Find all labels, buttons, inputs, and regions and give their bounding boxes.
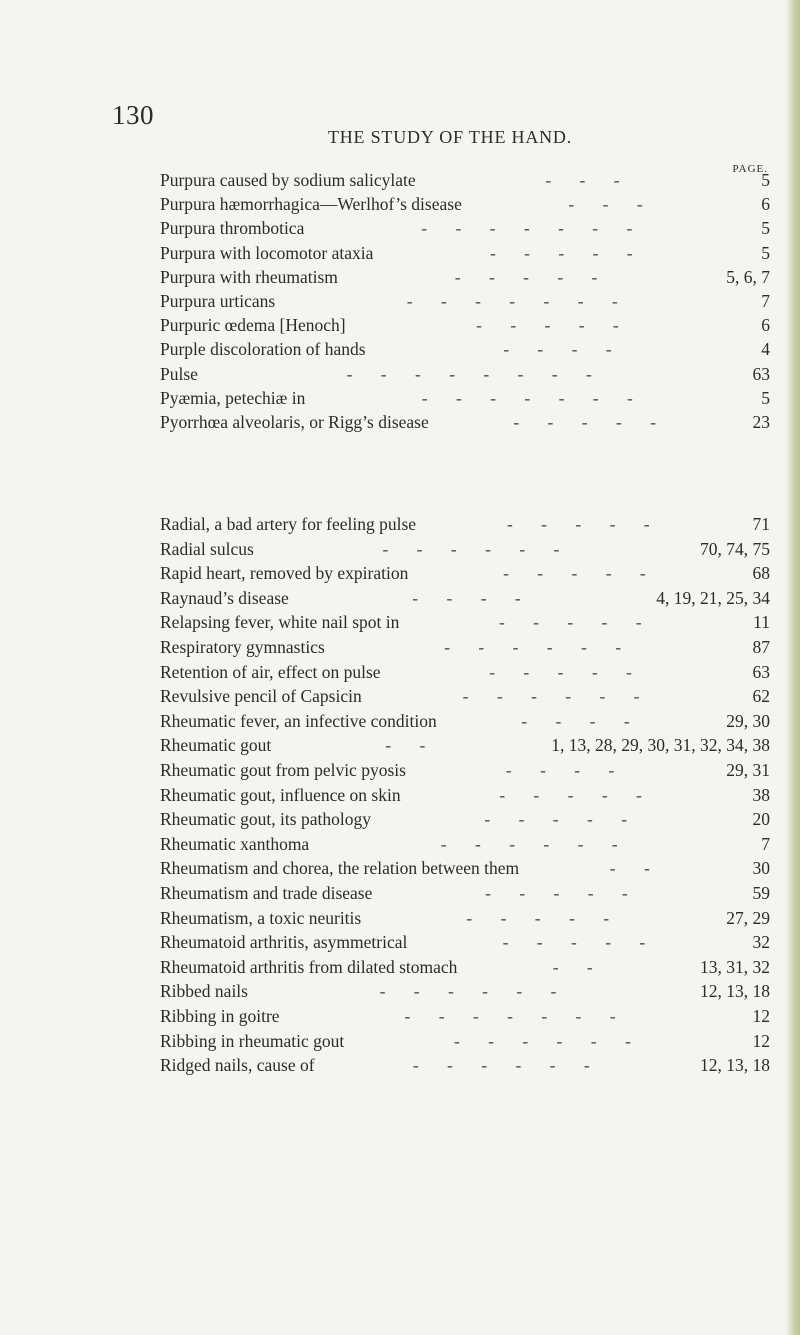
entry-term: Rheumatic gout, its pathology bbox=[160, 809, 371, 830]
entry-term: Raynaud’s disease bbox=[160, 587, 289, 608]
entry-pages: 6 bbox=[761, 315, 770, 336]
entry-term: Respiratory gymnastics bbox=[160, 637, 325, 657]
entry-pages: 29, 31 bbox=[726, 760, 770, 780]
entry-pages: 20 bbox=[752, 809, 770, 830]
entry-term: Rheumatic fever, an infective condition bbox=[160, 710, 437, 731]
index-entry bbox=[160, 1004, 770, 1028]
index-entry bbox=[160, 1053, 770, 1077]
index-entry bbox=[160, 537, 770, 561]
entry-pages: 27, 29 bbox=[726, 907, 770, 928]
entry-term: Rheumatism, a toxic neuritis bbox=[160, 907, 362, 928]
entry-term: Radial, a bad artery for feeling pulse bbox=[160, 514, 417, 534]
entry-leader: - - bbox=[552, 956, 605, 977]
index-entry bbox=[160, 979, 770, 1003]
index-entry bbox=[160, 386, 770, 410]
entry-leader: - - - - - - bbox=[382, 538, 572, 559]
entry-pages: 5 bbox=[761, 170, 770, 190]
entry-leader: - - - - - bbox=[499, 784, 654, 805]
index-entry bbox=[160, 930, 770, 954]
index-entry bbox=[160, 955, 770, 979]
index-entry bbox=[160, 709, 770, 733]
entry-pages: 32 bbox=[752, 932, 770, 953]
entry-leader: - - bbox=[609, 858, 662, 879]
entry-term: Revulsive pencil of Capsicin bbox=[160, 686, 362, 707]
page-edge bbox=[786, 0, 800, 1335]
entry-term: Retention of air, effect on pulse bbox=[160, 661, 381, 682]
index-entry bbox=[160, 783, 770, 807]
entry-pages: 63 bbox=[752, 661, 770, 682]
entry-term: Rheumatoid arthritis, asymmetrical bbox=[160, 932, 408, 953]
entry-leader: - - - - - bbox=[466, 907, 622, 928]
page-number: 130 bbox=[112, 100, 154, 130]
entry-pages: 71 bbox=[752, 514, 770, 534]
entry-leader: - - - - - - - bbox=[404, 1006, 628, 1026]
index-entry bbox=[160, 856, 770, 880]
entry-term: Purpura with locomotor ataxia bbox=[160, 242, 374, 263]
entry-term: Pyorrhœa alveolaris, or Rigg’s disease bbox=[160, 412, 429, 432]
entry-pages: 29, 30 bbox=[726, 710, 770, 731]
entry-pages: 12, 13, 18 bbox=[700, 1055, 770, 1076]
index-entry bbox=[160, 881, 770, 905]
entry-term: Ribbing in goitre bbox=[160, 1006, 280, 1026]
entry-term: Pulse bbox=[160, 363, 198, 384]
entry-pages: 1, 13, 28, 29, 30, 31, 32, 34, 38 bbox=[551, 735, 770, 756]
entry-term: Rheumatic gout from pelvic pyosis bbox=[160, 760, 406, 780]
index-entry bbox=[160, 265, 770, 289]
entry-pages: 11 bbox=[753, 612, 770, 633]
entry-term: Ribbing in rheumatic gout bbox=[160, 1030, 345, 1051]
entry-pages: 68 bbox=[752, 563, 770, 584]
entry-pages: 5 bbox=[761, 387, 770, 408]
entry-term: Purpuric œdema [Henoch] bbox=[160, 315, 346, 336]
entry-leader: - - - - - bbox=[489, 661, 644, 682]
entry-pages: 7 bbox=[761, 833, 770, 854]
entry-pages: 38 bbox=[752, 784, 770, 805]
entry-pages: 30 bbox=[752, 858, 770, 879]
entry-leader: - - - - - - bbox=[440, 833, 630, 854]
index-entry bbox=[160, 313, 770, 337]
entry-pages: 5 bbox=[761, 218, 770, 239]
entry-leader: - - - - bbox=[505, 760, 627, 780]
entry-term: Purpura caused by sodium salicylate bbox=[160, 170, 416, 190]
entry-term: Purple discoloration of hands bbox=[160, 339, 366, 360]
index-entry bbox=[160, 586, 770, 610]
entry-term: Ribbed nails bbox=[160, 981, 248, 1002]
index-entry bbox=[160, 410, 770, 434]
entry-leader: - - - - - bbox=[513, 412, 668, 432]
index-entry bbox=[160, 362, 770, 386]
entry-leader: - - - - - bbox=[454, 266, 610, 287]
entry-term: Purpura hæmorrhagica—Werlhof’s disease bbox=[160, 194, 462, 215]
entry-term: Rheumatism and chorea, the relation between them bbox=[160, 858, 520, 879]
entry-leader: - - - - - - - - bbox=[346, 363, 604, 384]
entry-leader: - - - - - - bbox=[379, 981, 569, 1002]
entry-term: Rheumatic xanthoma bbox=[160, 833, 310, 854]
index-entry bbox=[160, 1029, 770, 1053]
index-entry bbox=[160, 758, 770, 782]
entry-pages: 23 bbox=[752, 412, 770, 432]
index-entry bbox=[160, 512, 770, 536]
entry-term: Rheumatic gout bbox=[160, 735, 272, 756]
entry-term: Rheumatism and trade disease bbox=[160, 883, 373, 903]
entry-leader: - - - - - - - bbox=[421, 387, 645, 408]
entry-pages: 70, 74, 75 bbox=[700, 538, 770, 559]
entry-pages: 12 bbox=[752, 1006, 770, 1026]
entry-pages: 5 bbox=[761, 242, 770, 263]
entry-pages: 7 bbox=[761, 291, 770, 311]
index-entry bbox=[160, 660, 770, 684]
index-entry bbox=[160, 733, 770, 757]
entry-leader: - - - - - - bbox=[444, 637, 634, 657]
entry-term: Purpura with rheumatism bbox=[160, 266, 338, 287]
entry-term: Rheumatic gout, influence on skin bbox=[160, 784, 401, 805]
entry-leader: - - bbox=[385, 735, 438, 756]
index-entry bbox=[160, 241, 770, 265]
entry-leader: - - - - - - - bbox=[421, 218, 645, 239]
entry-term: Purpura urticans bbox=[160, 291, 276, 311]
entry-term: Relapsing fever, white nail spot in bbox=[160, 612, 400, 633]
entry-leader: - - - - - bbox=[502, 932, 658, 953]
index-entry bbox=[160, 635, 770, 659]
entry-leader: - - - - - - bbox=[453, 1030, 643, 1051]
entry-term: Radial sulcus bbox=[160, 538, 254, 559]
entry-leader: - - - - bbox=[503, 339, 624, 360]
entry-term: Rapid heart, removed by expiration bbox=[160, 563, 409, 584]
entry-pages: 6 bbox=[761, 194, 770, 215]
entry-pages: 87 bbox=[752, 637, 770, 657]
entry-leader: - - - - bbox=[412, 587, 533, 608]
entry-leader: - - - - - bbox=[489, 242, 645, 263]
entry-leader: - - - - bbox=[521, 710, 642, 731]
entry-leader: - - - - - bbox=[498, 612, 654, 633]
entry-term: Rheumatoid arthritis from dilated stomach bbox=[160, 956, 458, 977]
index-entry bbox=[160, 906, 770, 930]
entry-leader: - - - - - bbox=[506, 514, 662, 534]
index-entry bbox=[160, 807, 770, 831]
entry-leader: - - - - - bbox=[503, 563, 658, 584]
entry-term: Purpura thrombotica bbox=[160, 218, 305, 239]
index-entry bbox=[160, 289, 770, 313]
index-entry bbox=[160, 168, 770, 192]
entry-pages: 12, 13, 18 bbox=[700, 981, 770, 1002]
entry-leader: - - - - - bbox=[485, 883, 640, 903]
index-entry bbox=[160, 684, 770, 708]
entry-leader: - - - - - - bbox=[412, 1055, 602, 1076]
entry-leader: - - - bbox=[545, 170, 632, 190]
index-entry bbox=[160, 610, 770, 634]
index-entry bbox=[160, 561, 770, 585]
entry-pages: 63 bbox=[752, 363, 770, 384]
entry-leader: - - - - - - bbox=[462, 686, 652, 707]
entry-leader: - - - bbox=[568, 194, 655, 215]
running-head: THE STUDY OF THE HAND. bbox=[327, 127, 573, 147]
index-entry bbox=[160, 216, 770, 240]
entry-leader: - - - - - - - bbox=[406, 291, 630, 311]
entry-leader: - - - - - bbox=[476, 315, 631, 336]
entry-pages: 5, 6, 7 bbox=[726, 266, 770, 287]
entry-term: Ridged nails, cause of bbox=[160, 1055, 315, 1076]
index-entry bbox=[160, 192, 770, 216]
page-column-label: PAGE. bbox=[732, 163, 768, 175]
index-entry bbox=[160, 832, 770, 856]
entry-leader: - - - - - bbox=[484, 809, 640, 830]
entry-pages: 4, 19, 21, 25, 34 bbox=[656, 587, 770, 608]
entry-term: Pyæmia, petechiæ in bbox=[160, 387, 306, 408]
entry-pages: 59 bbox=[752, 883, 770, 903]
entry-pages: 4 bbox=[761, 339, 770, 360]
entry-pages: 62 bbox=[752, 686, 770, 707]
entry-pages: 13, 31, 32 bbox=[700, 956, 770, 977]
entry-pages: 12 bbox=[752, 1030, 770, 1051]
index-entry bbox=[160, 337, 770, 361]
